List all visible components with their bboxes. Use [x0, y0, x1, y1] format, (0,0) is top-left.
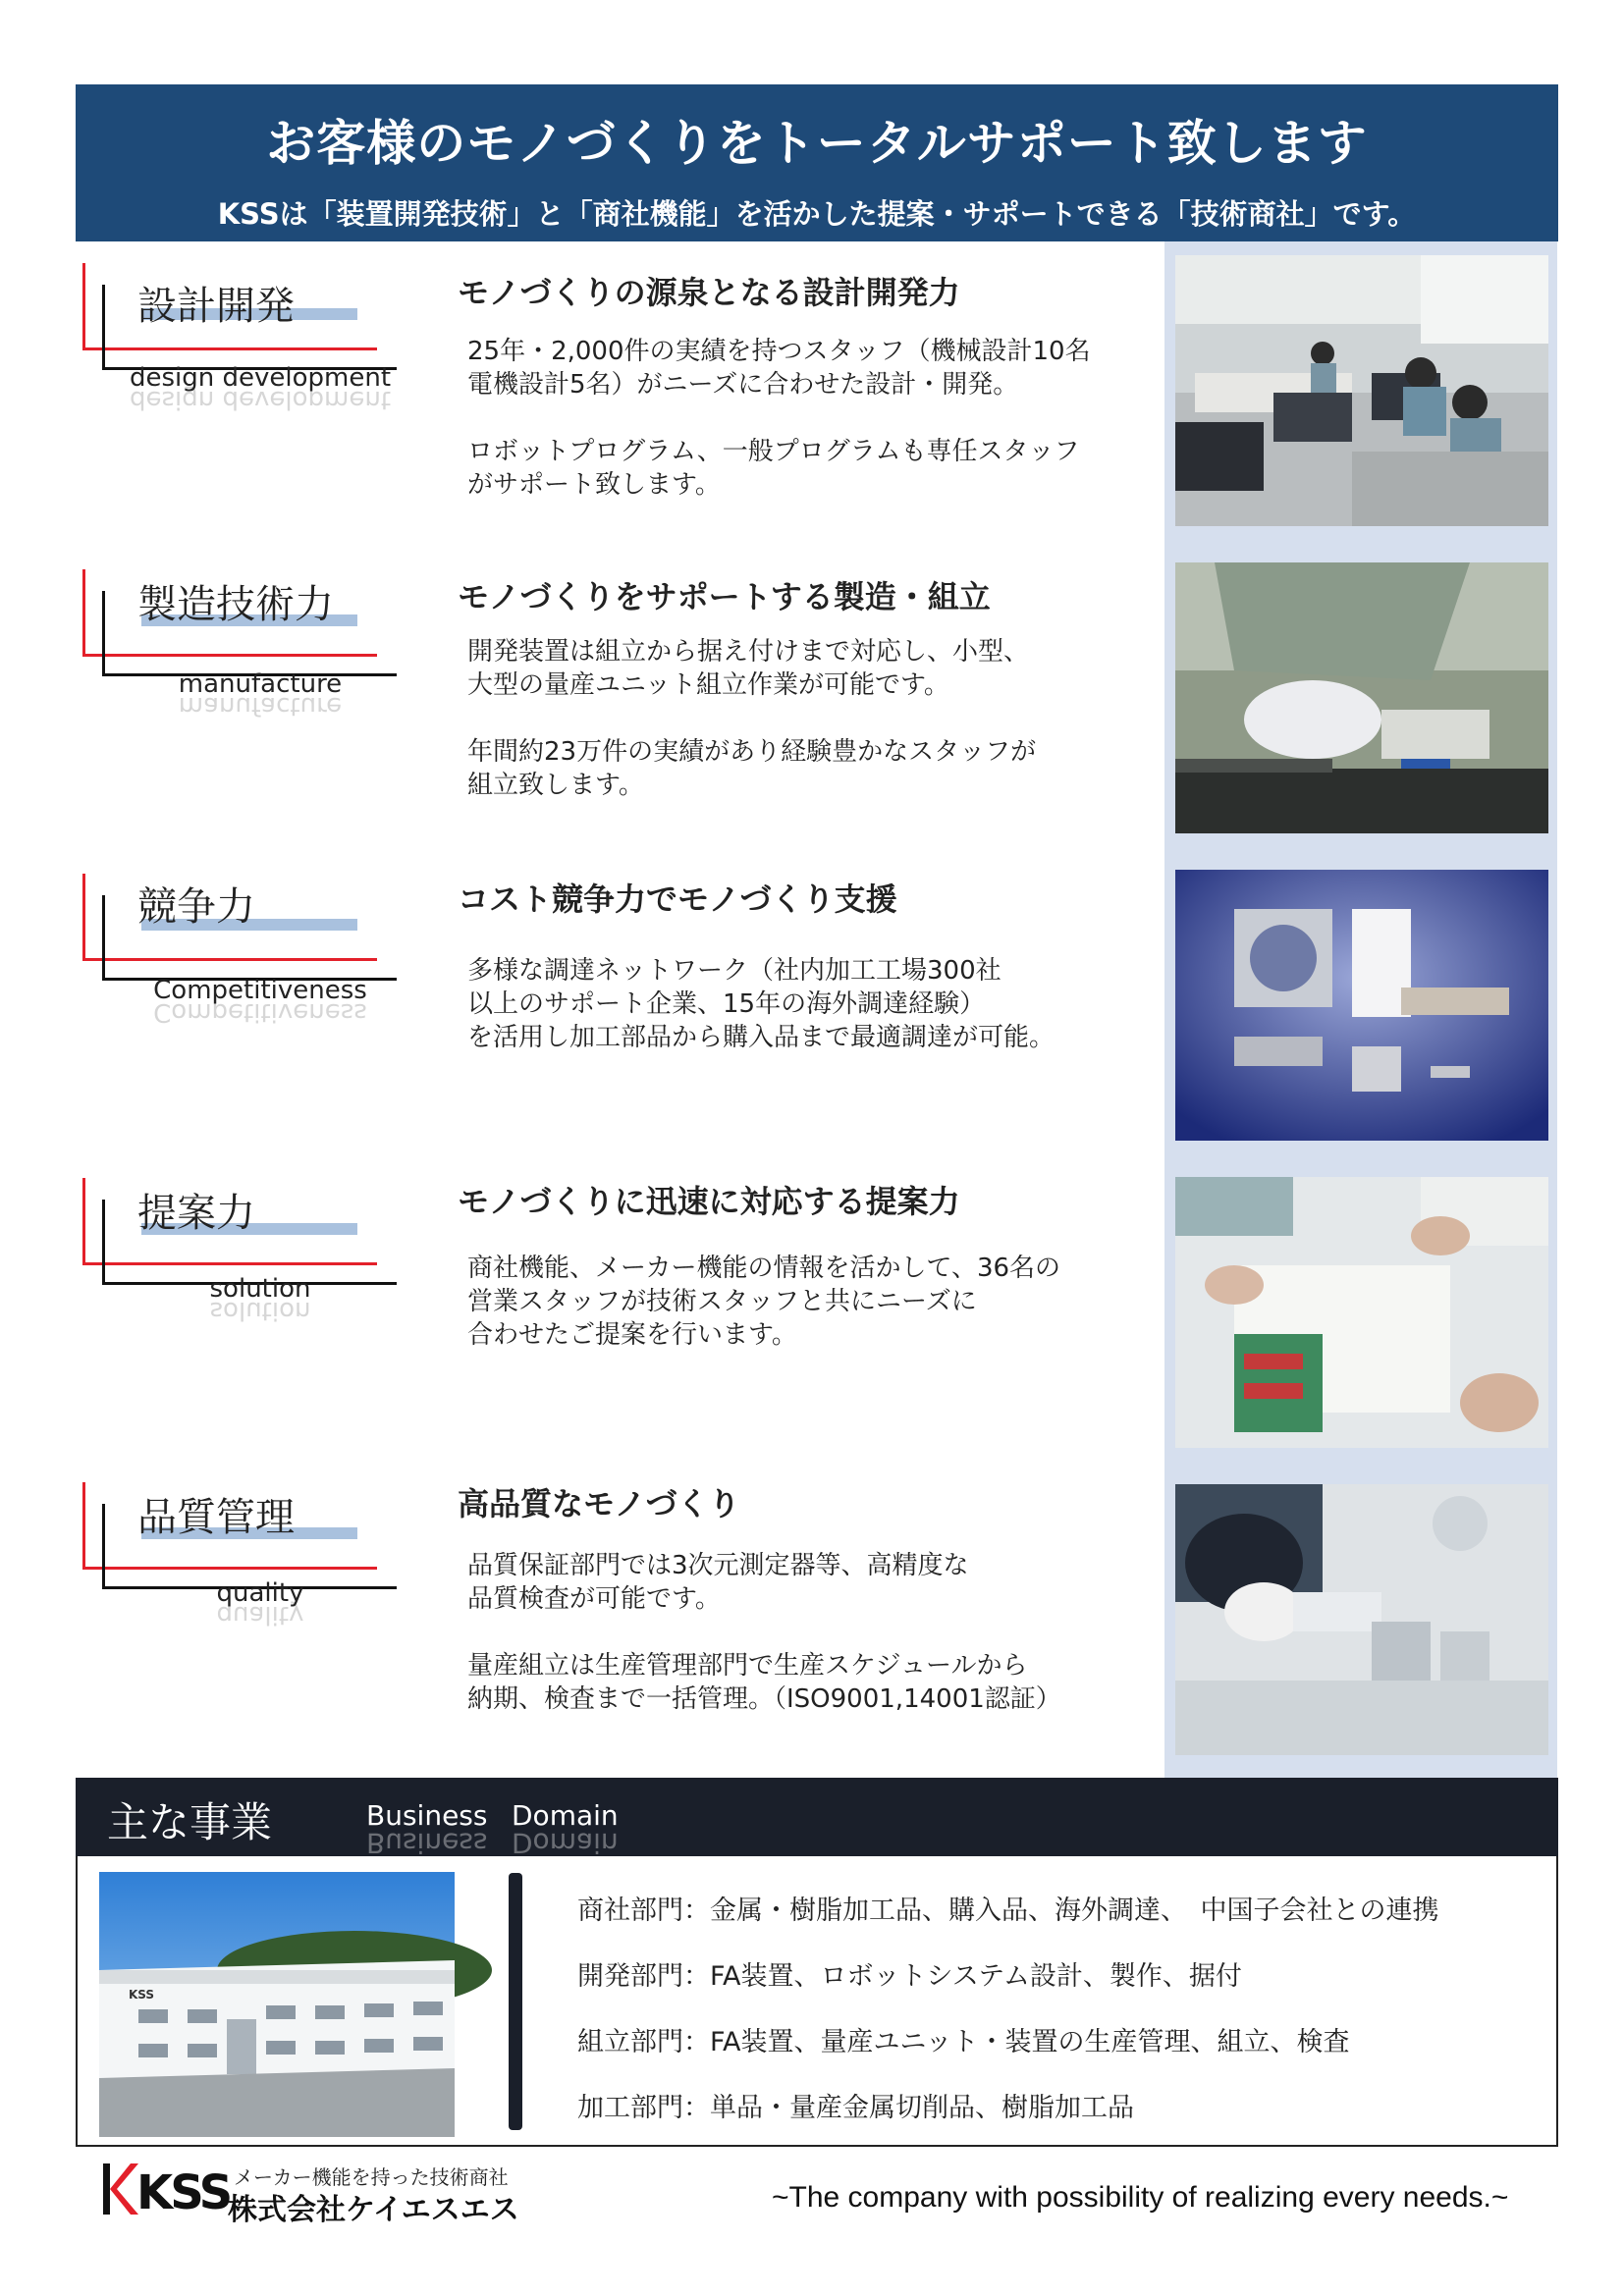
section-title-manufacture: 製造技術力 [137, 582, 334, 627]
section-heading-solution: モノづくりに迅速に対応する提案力 [458, 1183, 960, 1220]
office-photo [1175, 255, 1548, 526]
section-subtitle-reflection: manufacture [178, 691, 343, 721]
section-subtitle-reflection: Competitiveness [153, 997, 367, 1027]
business-title-en-1: Business [366, 1799, 488, 1832]
section-body-solution: 商社機能、メーカー機能の情報を活かして、36名の 営業スタッフが技術スタッフと共にニーズに 合わせたご提案を行います。 [467, 1254, 1061, 1350]
business-line-trading: 商社部門：金属・樹脂加工品、購入品、海外調達、 中国子会社との連携 [577, 1896, 1439, 1926]
section-subtitle-manufacture: manufacture [178, 669, 343, 699]
business-line-development: 開発部門：FA装置、ロボットシステム設計、製作、据付 [577, 1961, 1242, 1992]
logo-text: KSS [136, 2165, 231, 2220]
section-subtitle-reflection: design development [129, 385, 392, 414]
kss-logo [101, 2160, 231, 2220]
building-photo [99, 1872, 455, 2137]
section-subtitle-quality: quality [216, 1578, 304, 1608]
section-subtitle-reflection: solution [209, 1296, 311, 1325]
section-title-design: 設計開発 [137, 284, 295, 329]
company-name: 株式会社ケイエスエス [228, 2193, 519, 2227]
business-band [76, 1778, 1558, 1859]
section-body-competitiveness: 多様な調達ネットワーク（社内加工工場300社 以上のサポート企業、15年の海外調達経験） を活用し加工部品から購入品まで最適調達が可能。 [467, 956, 1056, 1052]
business-title-en-2: Domain [512, 1799, 619, 1832]
page-subtitle: KSSは「装置開発技術」と「商社機能」を活かした提案・サポートできる「技術商社」です。 [217, 197, 1417, 231]
section-heading-manufacture: モノづくりをサポートする製造・組立 [458, 578, 991, 615]
business-line-assembly: 組立部門：FA装置、量産ユニット・装置の生産管理、組立、検査 [577, 2027, 1350, 2057]
section-title-competitiveness: 競争力 [137, 884, 255, 930]
parts-photo [1175, 870, 1548, 1141]
company-tagline-en: ~The company with possibility of realizing every needs.~ [772, 2181, 1509, 2214]
business-title-jp: 主な事業 [107, 1798, 273, 1846]
section-heading-competitiveness: コスト競争力でモノづくり支援 [458, 881, 897, 918]
section-subtitle-competitiveness: Competitiveness [153, 976, 367, 1005]
page-title: お客様のモノづくりをトータルサポート致します [266, 115, 1368, 172]
proposal-photo [1175, 1177, 1548, 1448]
building-sign: KSS [129, 1988, 155, 2002]
manufacture-photo [1175, 562, 1548, 833]
section-heading-design: モノづくりの源泉となる設計開発力 [458, 274, 960, 311]
section-subtitle-reflection: quality [216, 1600, 304, 1629]
business-title-reflection: Domain [512, 1827, 619, 1859]
business-divider [509, 1873, 522, 2130]
section-subtitle-design: design development [129, 363, 392, 393]
company-tagline-jp: メーカー機能を持った技術商社 [234, 2165, 509, 2189]
section-body-design: 25年・2,000件の実績を持つスタッフ（機械設計10名 電機設計5名）がニーズに合わせた設計・開発。 ロボットプログラム、一般プログラムも専任スタッフ がサポート致します。 [467, 337, 1091, 500]
business-line-machining: 加工部門：単品・量産金属切削品、樹脂加工品 [577, 2093, 1134, 2123]
section-subtitle-solution: solution [209, 1274, 311, 1304]
business-title-reflection: Business [366, 1827, 488, 1859]
header-banner [76, 84, 1558, 241]
section-body-manufacture: 開発装置は組立から据え付けまで対応し、小型、 大型の量産ユニット組立作業が可能です。 年間約23万件の実績があり経験豊かなスタッフが 組立致します。 [467, 637, 1037, 800]
section-title-solution: 提案力 [137, 1191, 255, 1236]
section-body-quality: 品質保証部門では3次元測定器等、高精度な 品質検査が可能です。 量産組立は生産管理部門で生産スケジュールから 納期、検査まで一括管理。（ISO9001,14001認証） [467, 1551, 1061, 1714]
section-title-quality: 品質管理 [137, 1495, 295, 1540]
section-heading-quality: 高品質なモノづくり [458, 1485, 740, 1522]
quality-photo [1175, 1484, 1548, 1755]
